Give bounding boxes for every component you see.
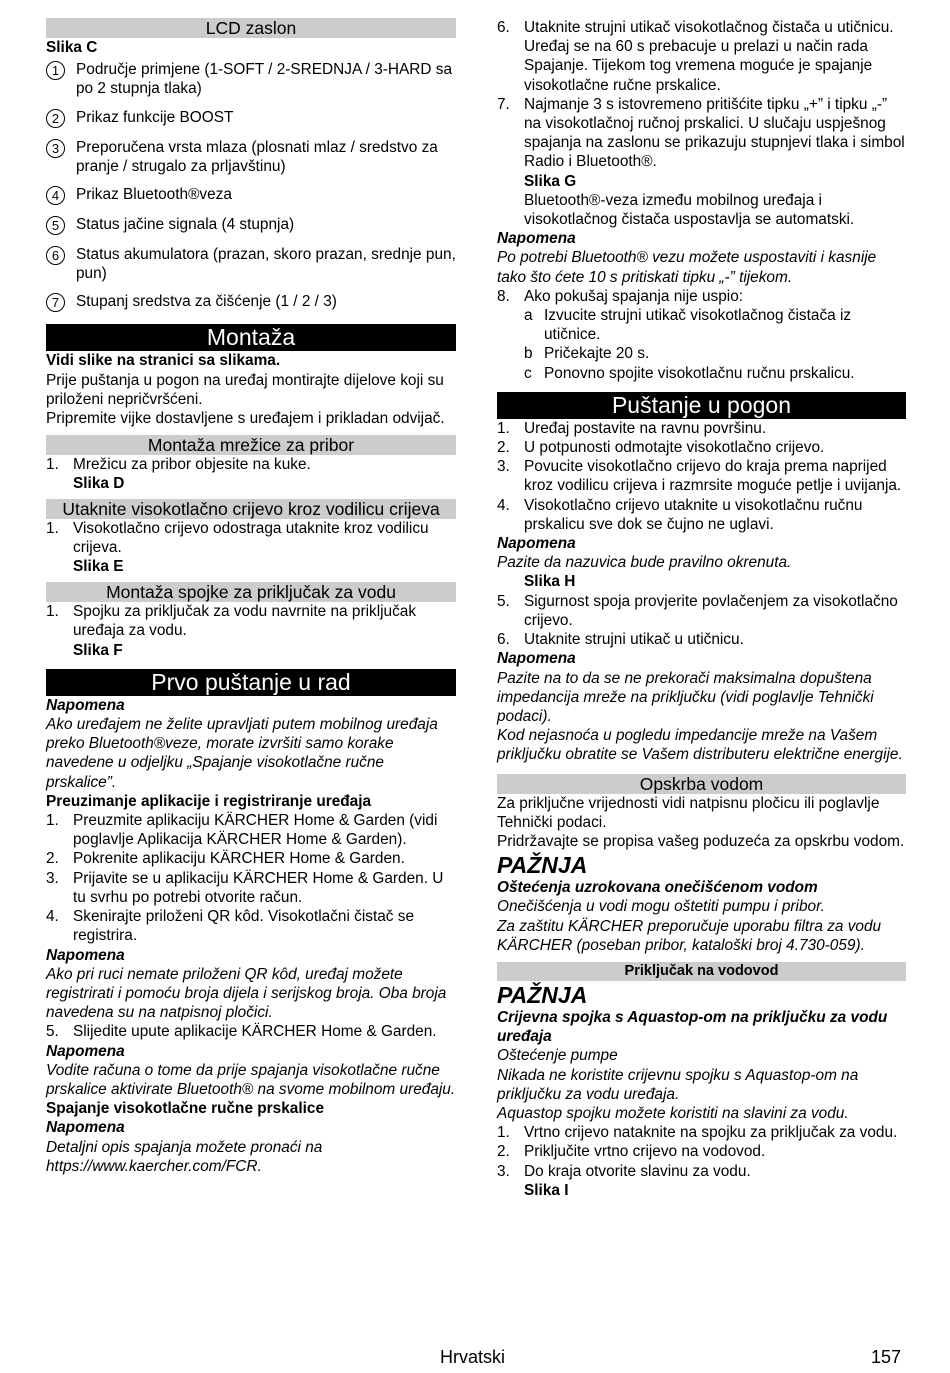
figure-ref-h: Slika H <box>524 573 576 591</box>
step: 3. Do kraja otvorite slavinu za vodu. <box>497 1162 751 1180</box>
lcd-item: 6 Status akumulatora (prazan, skoro prazan, srednje pun, pun) <box>46 245 456 283</box>
lcd-item: 2 Prikaz funkcije BOOST <box>46 108 456 128</box>
step: 5. Sigurnost spoja provjerite povlačenjem za visokotlačno crijevo. <box>497 592 898 629</box>
step: 1. Mrežicu za pribor objesite na kuke. <box>46 456 311 474</box>
section-title-prvo: Prvo puštanje u rad <box>46 669 456 696</box>
step-detail: Bluetooth®-veza između mobilnog uređaja i visokotlačnog čistača uspostavlja se automatski. <box>524 191 855 229</box>
figure-ref-d: Slika D <box>73 475 125 493</box>
step: 6. Utaknite strujni utikač visokotlačnog čistača u utičnicu. Uređaj se na 60 s prebacuje u prelazi u način rada Spajanje. Tijekom tog vremena moguće je spajanje visokotlačne ručne prskalice. <box>497 19 894 94</box>
sub-step: b Pričekajte 20 s. <box>524 345 650 363</box>
step: 6. Utaknite strujni utikač u utičnicu. <box>497 631 744 649</box>
lcd-item: 3 Preporučena vrsta mlaza (plosnati mlaz / sredstvo za pranje / strugalo za prljavštinu) <box>46 138 456 176</box>
paragraph: Pridržavajte se propisa vašeg poduzeća za opskrbu vodom. <box>497 832 905 850</box>
sub-step: c Ponovno spojite visokotlačnu ručnu prskalicu. <box>524 364 855 382</box>
step: 2. U potpunosti odmotajte visokotlačno crijevo. <box>497 439 825 457</box>
note-text: Ako uređajem ne želite upravljati putem mobilnog uređaja preko Bluetooth®veze, morate izvršiti samo korake navedene u odjeljku „Spajanje visokotlačne ručne prskalice”. <box>46 716 438 791</box>
section-title-vodovod: Priključak na vodovod <box>497 962 906 981</box>
lcd-item: 1 Područje primjene (1-SOFT / 2-SREDNJA / 3-HARD sa po 2 stupnja tlaka) <box>46 60 456 98</box>
section-title-crijevo: Utaknite visokotlačno crijevo kroz vodilicu crijeva <box>46 499 456 519</box>
figure-ref-c: Slika C <box>46 39 98 56</box>
figure-ref-i: Slika I <box>524 1181 569 1199</box>
section-title-spojka: Montaža spojke za priključak za vodu <box>46 582 456 602</box>
note-text: Pazite da nazuvica bude pravilno okrenuta. <box>497 554 792 572</box>
note-text: Kod nejasnoća u pogledu impedancije mreže na Vašem priključku obratite se Vašem distributeru električne energije. <box>497 727 903 764</box>
step: 7. Najmanje 3 s istovremeno pritišćite tipku „+” i tipku „-” na visokotlačnoj ručnoj prskalici. U slučaju uspješnog spajanja na zaslonu se prikazuju stupnjevi tlaka i simbol Radio i Bluetooth®. <box>497 95 905 171</box>
step: 3. Prijavite se u aplikaciju KÄRCHER Home & Garden. U tu svrhu po potrebi otvorite račun. <box>46 869 444 906</box>
note-label: Napomena <box>46 1119 125 1137</box>
step: 4. Skenirajte priloženi QR kôd. Visokotlačni čistač se registrira. <box>46 908 415 945</box>
note-label: Napomena <box>46 1042 125 1060</box>
note-text: Ako pri ruci nemate priloženi QR kôd, uređaj možete registrirati i pomoću broja dijela i serijskog broja. Oba broja navedena su na natpisnoj pločici. <box>46 965 447 1022</box>
note-text: Pazite na to da se ne prekorači maksimalna dopuštena impedancija mreže na priključku (vidi poglavlje Tehnički podaci). <box>497 669 874 725</box>
note-label: Napomena <box>497 535 576 553</box>
warning-title: Crijevna spojka s Aquastop-om na priključku za vodu uređaja <box>497 1008 888 1046</box>
note-text: Detaljni opis spajanja možete pronaći na https://www.kaercher.com/FCR. <box>46 1138 323 1175</box>
figure-ref-e: Slika E <box>73 558 124 576</box>
step: 3. Povucite visokotlačno crijevo do kraja prema naprijed kroz vodilicu crijeva i razmrsite moguće petlje i uvijanja. <box>497 458 902 495</box>
step: 5. Slijedite upute aplikacije KÄRCHER Home & Garden. <box>46 1023 437 1041</box>
section-title-opskrba: Opskrba vodom <box>497 774 906 794</box>
warning-heading: PAŽNJA <box>497 852 588 879</box>
warning-text: Nikada ne koristite crijevnu spojku s Aquastop-om na priključku za vodu uređaja. <box>497 1066 859 1103</box>
warning-text: Onečišćenja u vodi mogu oštetiti pumpu i pribor. <box>497 898 825 916</box>
montaza-paragraph: Pripremite vijke dostavljene s uređajem i prikladan odvijač. <box>46 410 445 428</box>
left-column <box>46 18 456 1176</box>
warning-text: Oštećenje pumpe <box>497 1047 618 1065</box>
note-label: Napomena <box>46 696 125 714</box>
note-label: Napomena <box>497 650 576 668</box>
note-text: Po potrebi Bluetooth® vezu možete uspostaviti i kasnije tako što ćete 10 s pritiskati tipku „-” tijekom. <box>497 249 877 286</box>
lcd-item: 5 Status jačine signala (4 stupnja) <box>46 215 456 235</box>
figure-ref-f: Slika F <box>73 641 123 659</box>
montaza-paragraph: Prije puštanja u pogon na uređaj montirajte dijelove koji su priloženi nepričvršćeni. <box>46 371 444 408</box>
step: 1. Vrtno crijevo nataknite na spojku za priključak za vodu. <box>497 1124 898 1142</box>
warning-text: Aquastop spojku možete koristiti na slavini za vodu. <box>497 1104 849 1122</box>
step: 4. Visokotlačno crijevo utaknite u visokotlačnu ručnu prskalicu sve dok se čujno ne uglavi. <box>497 496 863 533</box>
paragraph: Za priključne vrijednosti vidi natpisnu pločicu ili poglavlje Tehnički podaci. <box>497 794 880 831</box>
step: 2. Priključite vrtno crijevo na vodovod. <box>497 1143 766 1161</box>
figure-ref-g: Slika G <box>524 172 577 190</box>
note-text: Vodite računa o tome da prije spajanja visokotlačne ručne prskalice aktivirate Bluetooth® na svome mobilnom uređaju. <box>46 1061 456 1098</box>
section-title-lcd: LCD zaslon <box>46 18 456 38</box>
warning-heading: PAŽNJA <box>497 981 588 1008</box>
section-title-montaza: Montaža <box>46 324 456 351</box>
montaza-note: Vidi slike na stranici sa slikama. <box>46 352 281 370</box>
step: 8. Ako pokušaj spajanja nije uspio: <box>497 287 744 305</box>
warning-text: Za zaštitu KÄRCHER preporučuje uporabu filtra za vodu KÄRCHER (poseban pribor, kataloški broj 4.730-059). <box>497 917 882 954</box>
step: 1. Visokotlačno crijevo odostraga utaknite kroz vodilicu crijeva. <box>46 519 429 556</box>
step: 1. Preuzmite aplikaciju KÄRCHER Home & Garden (vidi poglavlje Aplikacija KÄRCHER Home & Garden). <box>46 812 438 849</box>
subsection-title-spajanje: Spajanje visokotlačne ručne prskalice <box>46 1100 325 1118</box>
note-label: Napomena <box>46 946 125 964</box>
sub-step: a Izvucite strujni utikač visokotlačnog čistača iz utičnice. <box>524 307 852 344</box>
lcd-item: 4 Prikaz Bluetooth®veza <box>46 185 456 205</box>
section-title-pustanje: Puštanje u pogon <box>497 392 906 419</box>
step: 2. Pokrenite aplikaciju KÄRCHER Home & Garden. <box>46 850 405 868</box>
right-column <box>497 18 906 1200</box>
warning-title: Oštećenja uzrokovana onečišćenom vodom <box>497 879 818 897</box>
step: 1. Uređaj postavite na ravnu površinu. <box>497 419 767 437</box>
section-title-mrezica: Montaža mrežice za pribor <box>46 435 456 455</box>
lcd-list <box>46 60 456 312</box>
footer-language: Hrvatski <box>440 1347 506 1367</box>
lcd-item: 7 Stupanj sredstva za čišćenje (1 / 2 / 3) <box>46 292 456 312</box>
subsection-title-app: Preuzimanje aplikacije i registriranje uređaja <box>46 792 372 810</box>
note-label: Napomena <box>497 230 576 248</box>
page-number: 157 <box>871 1347 902 1367</box>
step: 1. Spojku za priključak za vodu navrnite na priključak uređaja za vodu. <box>46 603 417 640</box>
